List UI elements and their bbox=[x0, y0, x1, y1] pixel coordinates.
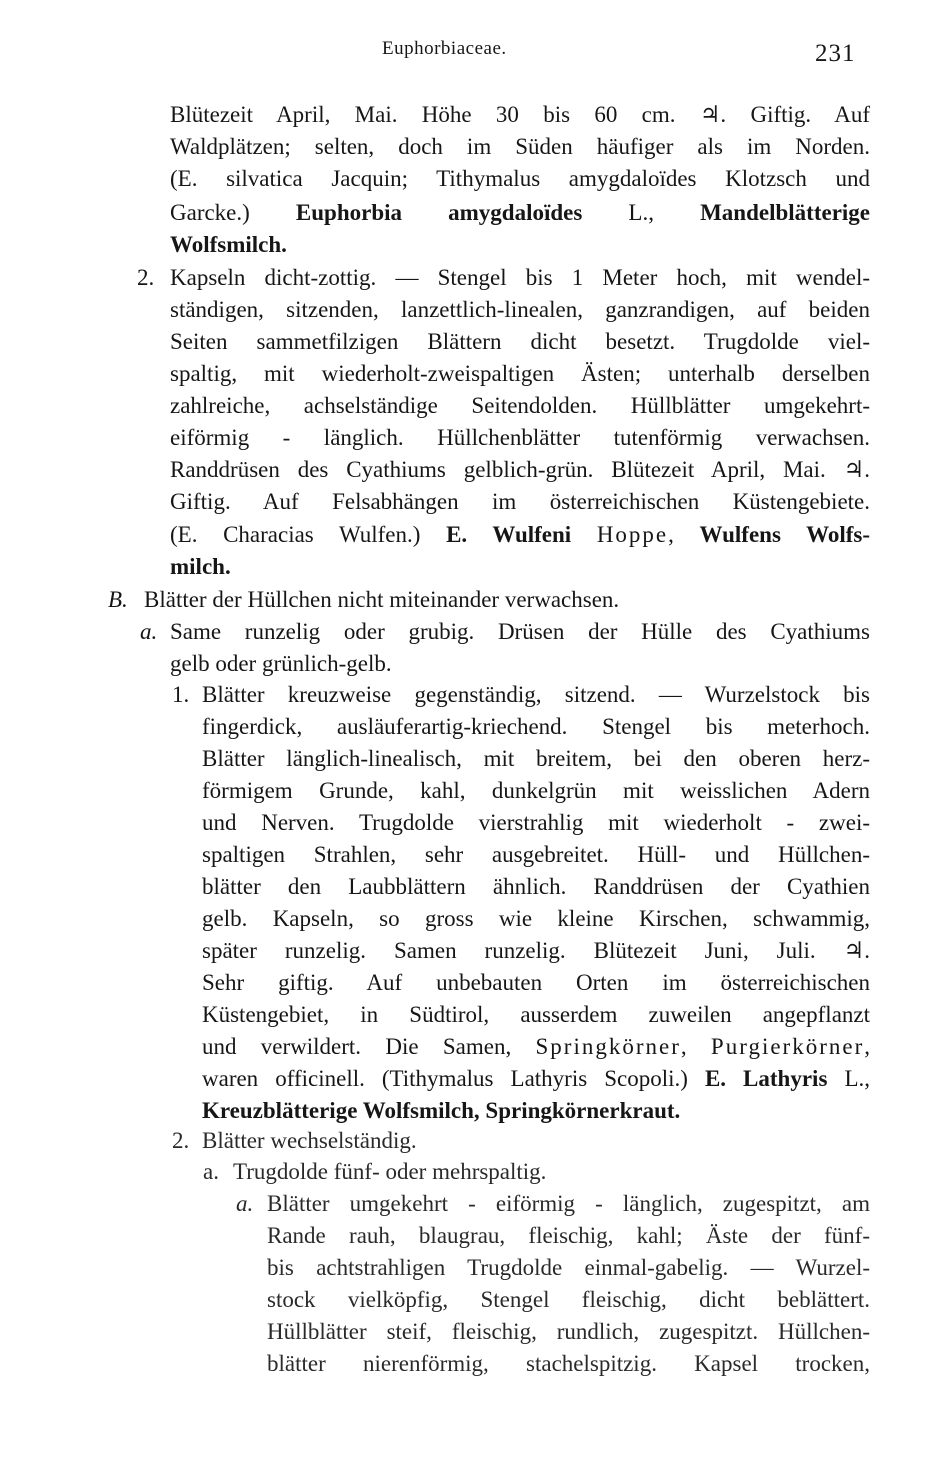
text-line: Same runzelig oder grubig. Drüsen der Hülle des Cyathiums bbox=[170, 619, 870, 644]
text-line: ständigen, sitzenden, lanzettlich-linealen, ganzrandigen, auf beiden bbox=[170, 297, 870, 322]
text-line: spaltig, mit wiederholt-zweispaltigen Ästen; unterhalb derselben bbox=[170, 361, 870, 386]
text-line: Giftig. Auf Felsabhängen im österreichischen Küstengebiete. bbox=[170, 489, 870, 514]
text-line bbox=[170, 519, 870, 551]
section-label: a. bbox=[140, 619, 158, 644]
text-line: Blätter kreuzweise gegenständig, sitzend. — Wurzelstock bis bbox=[202, 682, 870, 707]
common-name: Wulfens Wolfs- bbox=[699, 522, 870, 547]
text-line: Kapseln dicht-zottig. — Stengel bis 1 Meter hoch, mit wendel- bbox=[170, 265, 870, 290]
common-name: milch. bbox=[170, 554, 231, 579]
text-line: später runzelig. Samen runzelig. Blütezeit Juni, Juli. ♃. bbox=[202, 938, 870, 963]
text-run: (E. Characias Wulfen.) bbox=[170, 522, 447, 547]
text-line: zahlreiche, achselständige Seitendolden. Hüllblätter umgekehrt- bbox=[170, 393, 870, 418]
text-line: gelb oder grünlich-gelb. bbox=[170, 651, 392, 676]
text-line: Rande rauh, blaugrau, fleischig, kahl; Äste der fünf- bbox=[267, 1223, 870, 1248]
species-name: E. Lathyris bbox=[704, 1066, 828, 1091]
text-line: blätter den Laubblättern ähnlich. Randdrüsen der Cyathien bbox=[202, 874, 870, 899]
item-number: 2. bbox=[172, 1128, 190, 1153]
text-run: waren officinell. (Tithymalus Lathyris Scopoli.) bbox=[202, 1066, 705, 1091]
text-run: , bbox=[680, 1034, 711, 1059]
text-line: Blätter der Hüllchen nicht miteinander verwachsen. bbox=[144, 587, 620, 612]
text-line bbox=[170, 197, 870, 229]
text-line: Blätter umgekehrt - eiförmig - länglich, zugespitzt, am bbox=[267, 1191, 870, 1216]
text-line: Sehr giftig. Auf unbebauten Orten im österreichischen bbox=[202, 970, 870, 995]
text-run: L., bbox=[582, 200, 701, 225]
section-label: a. bbox=[236, 1191, 254, 1216]
text-line: Seiten sammetfilzigen Blättern dicht besetzt. Trugdolde viel- bbox=[170, 329, 870, 354]
text-line: Trugdolde fünf- oder mehrspaltig. bbox=[233, 1159, 547, 1184]
text-line: förmigem Grunde, kahl, dunkelgrün mit weisslichen Adern bbox=[202, 778, 870, 803]
text-run: , bbox=[668, 522, 700, 547]
text-line: eiförmig - länglich. Hüllchenblätter tutenförmig verwachsen. bbox=[170, 425, 870, 450]
page-number: 231 bbox=[815, 40, 856, 67]
text-line: stock vielköpfig, Stengel fleischig, dicht beblättert. bbox=[267, 1287, 870, 1312]
text-run: , bbox=[864, 1034, 870, 1059]
text-line: fingerdick, ausläuferartig-kriechend. Stengel bis meterhoch. bbox=[202, 714, 870, 739]
text-run: und verwildert. Die Samen, bbox=[202, 1034, 536, 1059]
text-line: Blätter wechselständig. bbox=[202, 1128, 417, 1153]
spaced-term: Purgierkörner bbox=[710, 1034, 865, 1059]
text-line: Waldplätzen; selten, doch im Süden häufiger als im Norden. bbox=[170, 134, 870, 159]
text-line bbox=[202, 1031, 870, 1063]
text-line: Blütezeit April, Mai. Höhe 30 bis 60 cm. ♃. Giftig. Auf bbox=[170, 102, 870, 127]
running-title: Euphorbiaceae. bbox=[382, 38, 507, 59]
text-line: blätter nierenförmig, stachelspitzig. Kapsel trocken, bbox=[267, 1351, 870, 1376]
author-name: Hoppe bbox=[596, 522, 669, 547]
item-number: 1. bbox=[172, 682, 190, 707]
section-label: B. bbox=[108, 587, 128, 612]
text-line: gelb. Kapseln, so gross wie kleine Kirschen, schwammig, bbox=[202, 906, 870, 931]
text-line: und Nerven. Trugdolde vierstrahlig mit wiederholt - zwei- bbox=[202, 810, 870, 835]
text-line: Randdrüsen des Cyathiums gelblich-grün. Blütezeit April, Mai. ♃. bbox=[170, 457, 870, 482]
text-line: spaltigen Strahlen, sehr ausgebreitet. Hüll- und Hüllchen- bbox=[202, 842, 870, 867]
section-label: a. bbox=[203, 1159, 219, 1184]
text-line: (E. silvatica Jacquin; Tithymalus amygdaloïdes Klotzsch und bbox=[170, 166, 870, 191]
text-line: Hüllblätter steif, fleischig, rundlich, zugespitzt. Hüllchen- bbox=[267, 1319, 870, 1344]
species-name: Euphorbia amygdaloïdes bbox=[295, 200, 583, 225]
text-line: Blätter länglich-linealisch, mit breitem, bei den oberen herz- bbox=[202, 746, 870, 771]
text-run: L., bbox=[827, 1066, 870, 1091]
spaced-term: Springkörner bbox=[535, 1034, 681, 1059]
text-line bbox=[202, 1063, 870, 1095]
common-name: Wolfsmilch. bbox=[170, 232, 287, 257]
text-line: Küstengebiet, in Südtirol, ausserdem zuweilen angepflanzt bbox=[202, 1002, 870, 1027]
common-name: Kreuzblätterige Wolfsmilch, Springkörnerkraut. bbox=[202, 1098, 681, 1123]
species-name: E. Wulfeni bbox=[446, 522, 572, 547]
item-number: 2. bbox=[137, 265, 155, 290]
common-name: Mandelblätterige bbox=[700, 200, 870, 225]
text-line: bis achtstrahligen Trugdolde einmal-gabelig. — Wurzel- bbox=[267, 1255, 870, 1280]
text-run: Garcke.) bbox=[170, 200, 296, 225]
